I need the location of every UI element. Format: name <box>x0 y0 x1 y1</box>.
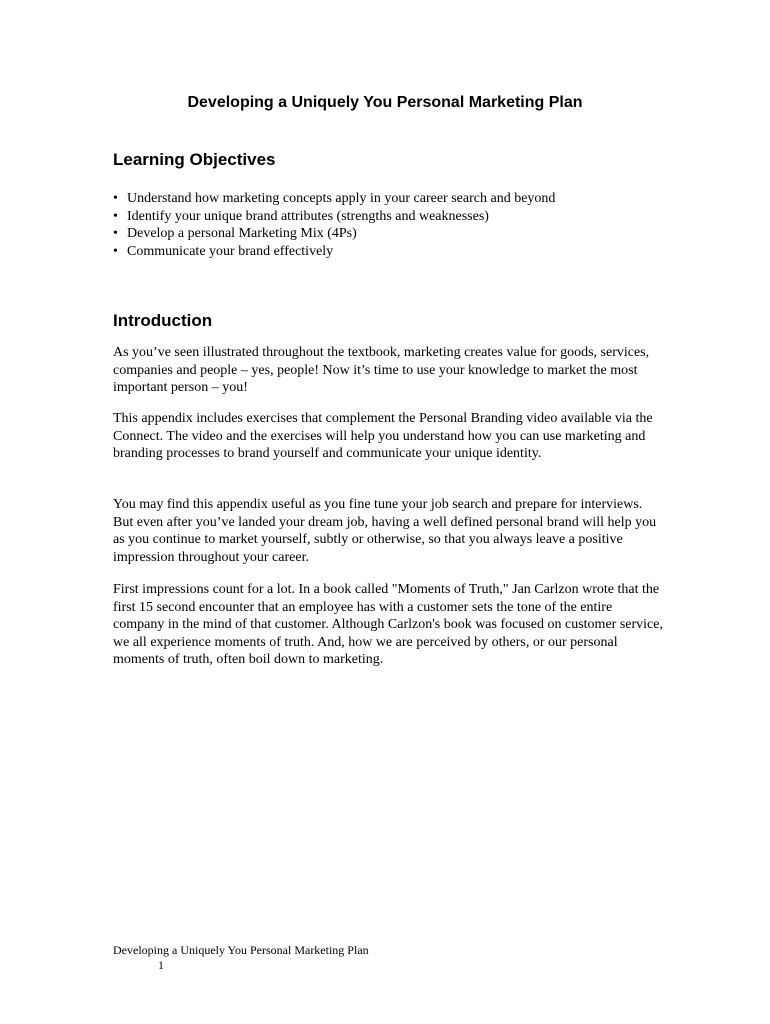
bullet-icon: • <box>113 191 118 206</box>
list-item <box>113 225 673 243</box>
learning-objectives-list <box>113 190 673 260</box>
list-item <box>113 243 673 261</box>
objective-text: Communicate your brand effectively <box>127 243 334 259</box>
introduction-paragraph: First impressions count for a lot. In a book called "Moments of Truth," Jan Carlzon wrote that the first 15 second encounter that an employee has with a customer sets the tone of the entire company in the mind of that customer. Although Carlzon's book was focused on customer service, we all experience moments of truth. And, how we are perceived by others, or our personal moments of truth, often boil down to marketing. <box>113 582 663 667</box>
objective-text: Understand how marketing concepts apply in your career search and beyond <box>127 191 556 206</box>
bullet-icon: • <box>113 226 118 241</box>
list-item <box>113 208 673 226</box>
footer-title: Developing a Uniquely You Personal Marketing Plan <box>113 943 369 957</box>
bullet-icon: • <box>113 243 118 259</box>
list-item <box>113 190 673 208</box>
objective-text: Develop a personal Marketing Mix (4Ps) <box>127 226 357 241</box>
introduction-paragraph: You may find this appendix useful as you fine tune your job search and prepare for interviews. But even after you’ve landed your dream job, having a well defined personal brand will help you as you continue to market yourself, subtly or otherwise, so that you always leave a positive impression throughout your career. <box>113 497 657 565</box>
document-title: Developing a Uniquely You Personal Marketing Plan <box>187 94 583 111</box>
page-number: 1 <box>158 958 164 972</box>
page-footer <box>113 943 369 973</box>
introduction-heading: Introduction <box>113 311 213 330</box>
objective-text: Identify your unique brand attributes (strengths and weaknesses) <box>127 208 489 224</box>
introduction-paragraph: As you’ve seen illustrated throughout the textbook, marketing creates value for goods, services, companies and people – yes, people! Now it’s time to use your knowledge to market the most important person – you! <box>113 345 650 395</box>
learning-objectives-heading: Learning Objectives <box>113 150 276 169</box>
introduction-paragraph: This appendix includes exercises that complement the Personal Branding video available via the Connect. The video and the exercises will help you understand how you can use marketing and branding processes to brand yourself and communicate your unique identity. <box>113 411 653 461</box>
bullet-icon: • <box>113 208 118 224</box>
